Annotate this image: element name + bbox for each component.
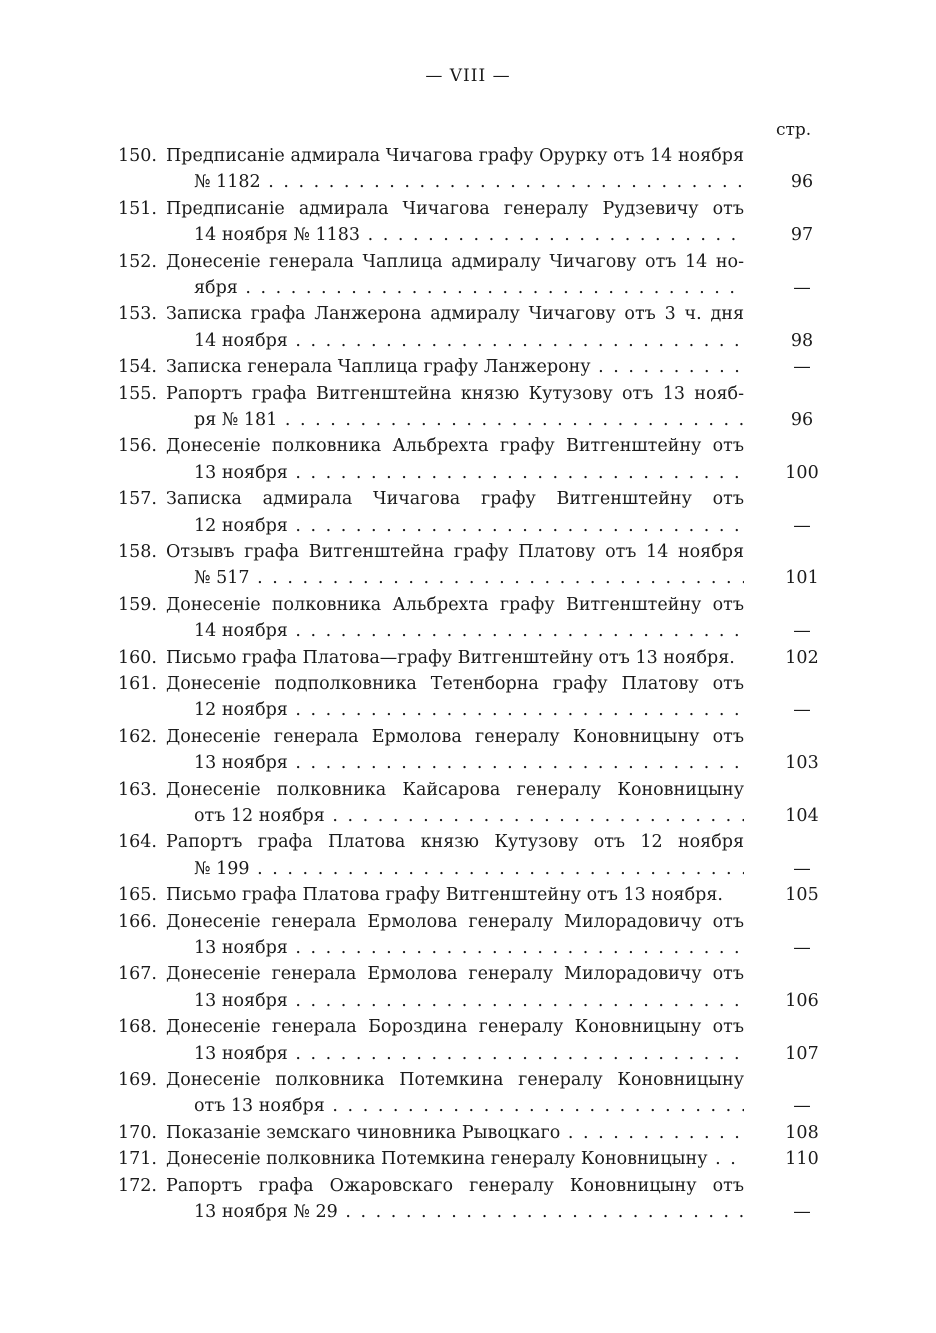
entry-title-continued bbox=[194, 275, 744, 301]
entry-title-tail: № 199 bbox=[194, 858, 250, 879]
toc-entry bbox=[0, 777, 936, 803]
entry-number: 169. bbox=[118, 1070, 157, 1090]
leader-dots bbox=[288, 991, 744, 1011]
toc-entry bbox=[0, 829, 936, 855]
entry-title-tail: 14 ноября № 1183 bbox=[194, 225, 361, 246]
entry-title-continued bbox=[194, 460, 744, 486]
entry-page: — bbox=[793, 1096, 811, 1117]
entry-title: Донесеніе полковника Потемкина генералу Коновницыну bbox=[166, 1070, 744, 1090]
entry-number: 159. bbox=[118, 594, 157, 615]
entry-title-continued bbox=[194, 618, 744, 644]
entry-title-continued bbox=[194, 697, 744, 723]
entry-page: 106 bbox=[785, 990, 819, 1011]
entry-title-continued bbox=[194, 750, 744, 776]
toc-entry-continuation bbox=[0, 1093, 936, 1119]
entry-page: — bbox=[793, 1202, 811, 1222]
toc-entry-continuation bbox=[0, 407, 936, 433]
leader-dots bbox=[338, 1202, 744, 1222]
entry-number: 171. bbox=[118, 1149, 157, 1170]
entry-number: 165. bbox=[118, 885, 157, 906]
entry-number: 158. bbox=[118, 542, 157, 562]
entry-title-continued bbox=[194, 1093, 744, 1119]
toc-entry-continuation bbox=[0, 935, 936, 961]
leader-dots bbox=[560, 1123, 744, 1143]
toc-entry-continuation bbox=[0, 856, 936, 882]
entry-number: 170. bbox=[118, 1122, 157, 1143]
entry-title-tail: 13 ноября № 29 bbox=[194, 1202, 338, 1222]
leader-dots bbox=[288, 463, 744, 483]
toc-entry bbox=[0, 1146, 936, 1172]
entry-number: 172. bbox=[118, 1175, 157, 1196]
toc-entry bbox=[0, 354, 936, 380]
toc-entry-continuation bbox=[0, 460, 936, 486]
entry-title-continued bbox=[194, 803, 744, 829]
leader-dots bbox=[261, 172, 744, 192]
toc-entry-continuation bbox=[0, 565, 936, 591]
leader-dots bbox=[288, 1044, 744, 1064]
toc-entry bbox=[0, 486, 936, 512]
entry-title-continued bbox=[194, 407, 744, 433]
toc-entry bbox=[0, 196, 936, 222]
entry-page: 102 bbox=[785, 647, 819, 668]
entry-page: 96 bbox=[790, 410, 814, 430]
leader-dots bbox=[277, 410, 744, 430]
entry-page: 96 bbox=[790, 172, 814, 193]
entry-title: Донесеніе подполковника Тетенборна графу Платову отъ bbox=[166, 674, 744, 694]
entry-number: 161. bbox=[118, 674, 157, 694]
entry-title: Донесеніе генерала Ермолова генералу Коновницыну отъ bbox=[166, 726, 744, 747]
toc-entry bbox=[0, 1120, 936, 1146]
toc-entry-continuation bbox=[0, 1199, 936, 1225]
page-column-label: стр. bbox=[776, 120, 812, 140]
entry-title bbox=[166, 882, 744, 908]
entry-number: 166. bbox=[118, 911, 157, 932]
entry-page: 98 bbox=[790, 330, 814, 351]
entry-title-continued bbox=[194, 328, 744, 354]
leader-dots bbox=[238, 278, 744, 298]
entry-title: Предписаніе адмирала Чичагова графу Орурку отъ 14 ноября bbox=[166, 146, 744, 166]
entry-title-tail: 13 ноября bbox=[194, 1043, 288, 1064]
toc-entry bbox=[0, 1173, 936, 1199]
leader-dots bbox=[288, 700, 744, 720]
entry-number: 164. bbox=[118, 832, 157, 853]
entry-title-text: Показаніе земскаго чиновника Рывоцкаго bbox=[166, 1122, 561, 1143]
entry-title-text: Донесеніе полковника Потемкина генералу Коновницыну bbox=[166, 1149, 708, 1170]
entry-title: Рапортъ графа Витгенштейна князю Кутузову отъ 13 нояб- bbox=[166, 383, 744, 404]
entry-title-tail: 13 ноября bbox=[194, 753, 288, 774]
entry-title-tail: 12 ноября bbox=[194, 700, 288, 721]
entry-number: 154. bbox=[118, 357, 157, 378]
entry-title: Донесеніе полковника Альбрехта графу Витгенштейну отъ bbox=[166, 594, 744, 615]
entry-title: Донесеніе генерала Ермолова генералу Милорадовичу отъ bbox=[166, 964, 744, 985]
entry-number: 168. bbox=[118, 1017, 157, 1038]
entry-title: Рапортъ графа Ожаровскаго генералу Коновницыну отъ bbox=[166, 1175, 744, 1196]
entry-number: 152. bbox=[118, 251, 157, 272]
leader-dots bbox=[288, 938, 744, 958]
entry-title bbox=[166, 645, 744, 671]
entry-title bbox=[166, 354, 744, 380]
leader-dots bbox=[325, 1096, 744, 1116]
entry-title: Донесеніе генерала Бороздина генералу Коновницыну отъ bbox=[166, 1017, 744, 1038]
toc-entry-continuation bbox=[0, 750, 936, 776]
entry-title-tail: отъ 13 ноября bbox=[194, 1096, 325, 1117]
toc-entry-continuation bbox=[0, 275, 936, 301]
entry-page: 107 bbox=[785, 1043, 819, 1064]
toc-entry-continuation bbox=[0, 988, 936, 1014]
entry-title-tail: № 517 bbox=[194, 568, 250, 589]
toc-entry bbox=[0, 249, 936, 275]
entry-title: Отзывъ графа Витгенштейна графу Платову отъ 14 ноября bbox=[166, 542, 744, 562]
entry-page: — bbox=[793, 700, 811, 721]
toc-entry bbox=[0, 1067, 936, 1093]
entry-title: Записка графа Ланжерона адмиралу Чичагову отъ 3 ч. дня bbox=[166, 304, 744, 325]
entry-page: 110 bbox=[785, 1149, 819, 1170]
leader-dots bbox=[288, 753, 744, 773]
toc-entry bbox=[0, 143, 936, 169]
toc-entry bbox=[0, 592, 936, 618]
entry-number: 163. bbox=[118, 779, 157, 800]
toc-entry bbox=[0, 724, 936, 750]
toc-entry-continuation bbox=[0, 697, 936, 723]
leader-dots bbox=[288, 621, 744, 641]
toc-entry bbox=[0, 539, 936, 565]
page-header: — VIII — bbox=[425, 66, 511, 86]
entry-title-tail: ября bbox=[194, 278, 238, 298]
leader-dots bbox=[288, 331, 744, 351]
toc-entry bbox=[0, 882, 936, 908]
toc-entry-continuation bbox=[0, 328, 936, 354]
entry-page: 104 bbox=[785, 806, 819, 826]
toc-entry-continuation bbox=[0, 513, 936, 539]
leader-dots bbox=[360, 225, 744, 245]
toc-entry bbox=[0, 961, 936, 987]
toc-entry bbox=[0, 1014, 936, 1040]
entry-page: 97 bbox=[790, 225, 814, 246]
entry-title-continued bbox=[194, 169, 744, 195]
entry-title: Предписаніе адмирала Чичагова генералу Рудзевичу отъ bbox=[166, 198, 744, 219]
entry-title-tail: 13 ноября bbox=[194, 938, 288, 958]
toc-entry-continuation bbox=[0, 169, 936, 195]
entry-page: — bbox=[793, 515, 811, 536]
entry-number: 157. bbox=[118, 489, 157, 510]
entry-title-text: Записка генерала Чаплица графу Ланжерону bbox=[166, 357, 591, 378]
entry-title-tail: 14 ноября bbox=[194, 621, 288, 642]
entry-page: — bbox=[793, 938, 811, 958]
entry-page: 101 bbox=[785, 568, 819, 589]
toc-entry bbox=[0, 301, 936, 327]
entry-title: Донесеніе полковника Кайсарова генералу Коновницыну bbox=[166, 779, 744, 800]
toc-entry bbox=[0, 433, 936, 459]
entry-number: 160. bbox=[118, 647, 157, 668]
entry-page: — bbox=[793, 278, 811, 298]
leader-dots bbox=[288, 516, 744, 536]
entry-title-text: Письмо графа Платова—графу Витгенштейну отъ 13 ноября. bbox=[166, 647, 735, 668]
entry-title: Записка адмирала Чичагова графу Витгенштейну отъ bbox=[166, 489, 744, 510]
entry-title bbox=[166, 1146, 744, 1172]
entry-page: 100 bbox=[785, 462, 819, 483]
entry-number: 150. bbox=[118, 146, 157, 166]
entry-page: 105 bbox=[785, 885, 819, 906]
entry-number: 151. bbox=[118, 198, 157, 219]
entry-page: — bbox=[793, 357, 811, 378]
entry-title-continued bbox=[194, 935, 744, 961]
entry-title-tail: ря № 181 bbox=[194, 410, 278, 430]
entry-title: Рапортъ графа Платова князю Кутузову отъ 12 ноября bbox=[166, 832, 744, 853]
toc-entry bbox=[0, 381, 936, 407]
leader-dots bbox=[250, 568, 744, 588]
toc-entry-continuation bbox=[0, 618, 936, 644]
entry-title-continued bbox=[194, 988, 744, 1014]
entry-number: 167. bbox=[118, 964, 157, 985]
entry-title: Донесеніе генерала Ермолова генералу Милорадовичу отъ bbox=[166, 911, 744, 932]
entry-title: Донесеніе генерала Чаплица адмиралу Чичагову отъ 14 но- bbox=[166, 251, 744, 272]
entry-title-tail: № 1182 bbox=[194, 172, 261, 193]
entry-title-continued bbox=[194, 565, 744, 591]
toc-entry bbox=[0, 671, 936, 697]
toc-entry-continuation bbox=[0, 222, 936, 248]
entry-number: 156. bbox=[118, 436, 157, 457]
entry-title-tail: 12 ноября bbox=[194, 515, 288, 536]
entry-title-text: Письмо графа Платова графу Витгенштейну отъ 13 ноября. bbox=[166, 885, 723, 906]
entry-page: 108 bbox=[785, 1122, 819, 1143]
toc-entry bbox=[0, 909, 936, 935]
entry-title-continued bbox=[194, 1199, 744, 1225]
entry-page: — bbox=[793, 858, 811, 879]
toc-entry-continuation bbox=[0, 803, 936, 829]
toc-entry-continuation bbox=[0, 1041, 936, 1067]
entry-title-continued bbox=[194, 856, 744, 882]
entry-title-tail: отъ 12 ноября bbox=[194, 806, 325, 826]
entry-number: 155. bbox=[118, 383, 157, 404]
entry-title-continued bbox=[194, 513, 744, 539]
entry-title: Донесеніе полковника Альбрехта графу Витгенштейну отъ bbox=[166, 436, 744, 457]
entry-number: 162. bbox=[118, 726, 157, 747]
leader-dots bbox=[325, 806, 744, 826]
leader-dots bbox=[591, 357, 744, 377]
entry-title-continued bbox=[194, 222, 744, 248]
entry-page: — bbox=[793, 621, 811, 642]
leader-dots bbox=[708, 1149, 745, 1169]
toc-entry bbox=[0, 645, 936, 671]
entry-title-continued bbox=[194, 1041, 744, 1067]
entry-number: 153. bbox=[118, 304, 157, 325]
entry-title bbox=[166, 1120, 744, 1146]
entry-title-tail: 13 ноября bbox=[194, 990, 288, 1011]
entry-title-tail: 13 ноября bbox=[194, 462, 288, 483]
leader-dots bbox=[250, 859, 744, 879]
entry-page: 103 bbox=[785, 753, 819, 774]
entry-title-tail: 14 ноября bbox=[194, 330, 288, 351]
